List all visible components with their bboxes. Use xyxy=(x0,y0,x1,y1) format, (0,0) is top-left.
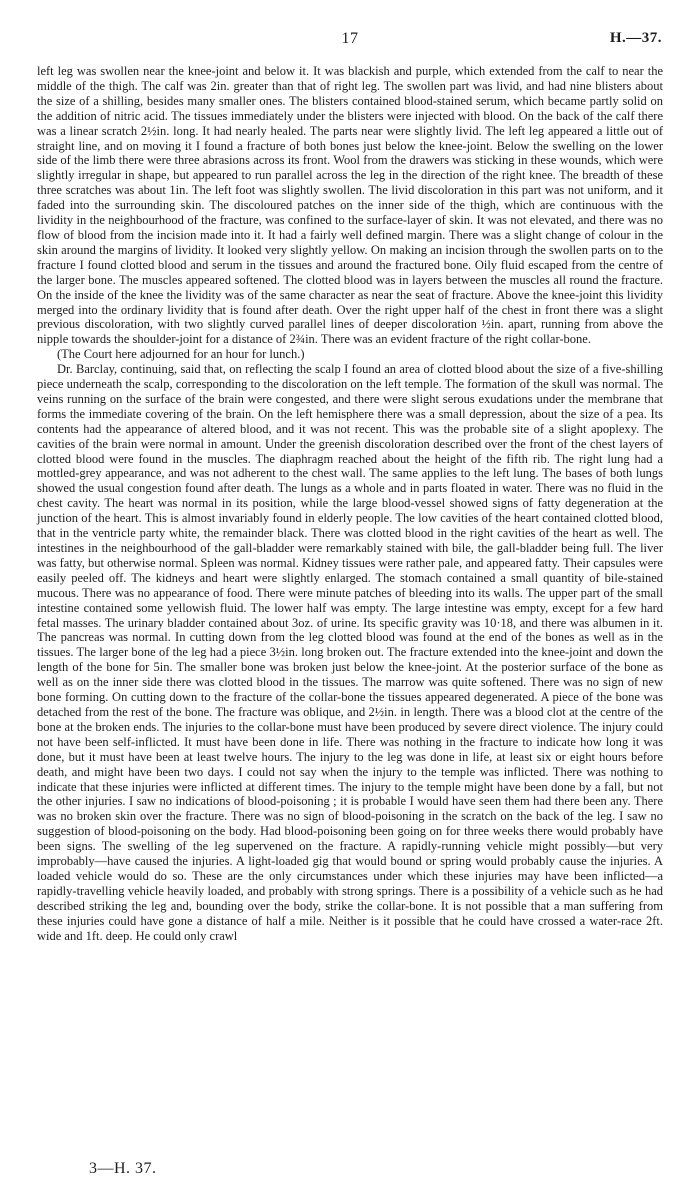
body-text xyxy=(37,64,663,943)
paragraph-dr-barclay-continuing: Dr. Barclay, continuing, said that, on reflecting the scalp I found an area of clotted blood about the size of a five-shilling piece underneath the scalp, corresponding to the discoloration on the left temple. The formation of the skull was normal. The veins running on the surface of the brain were congested, and there were slight serous exudations under the membrane that forms the immediate covering of the brain. On the left hemisphere there was a small depression, about the size of a pea. Its contents had the appearance of altered blood, and it was not recent. This was the probable site of a slight apoplexy. The cavities of the brain were normal in amount. Under the greenish discoloration described over the front of the chest layers of clotted blood were found in the muscles. The diaphragm reached about the height of the fifth rib. The right lung had a mottled-grey appearance, and was not adherent to the chest wall. The same applies to the left lung. The bases of both lungs showed the usual congestion found after death. The lungs as a whole and in parts floated in water. There was no fluid in the chest cavity. The heart was normal in its position, while the large blood-vessel showed signs of fatty degeneration at the junction of the heart. This is almost invariably found in elderly people. The low cavities of the heart contained clotted blood, that in the ventricle party white, the remainder black. There was clotted blood in the right cavities of the heart as well. The intestines in the neighbourhood of the gall-bladder were remarkably stained with bile, the gall-bladder being full. The liver was fatty, but otherwise normal. Spleen was normal. Kidney tissues were rather pale, and appeared fatty. Their capsules were easily peeled off. The kidneys and heart were slightly enlarged. The stomach contained a small quantity of bile-stained mucous. There was no appearance of food. There were minute patches of bleeding into its walls. The upper part of the small intestine contained some yellowish fluid. The lower half was empty. The large intestine was empty, except for a few hard fetal masses. The urinary bladder contained about 3oz. of urine. Its specific gravity was 10·18, and there was albumen in it. The pancreas was normal. In cutting down from the leg clotted blood was found at the end of the bones as well as in the tissues. The larger bone of the leg had a piece 3½in. long broken out. The fracture extended into the knee-joint and down the length of the bone for 5in. The smaller bone was broken just below the knee-joint. At the posterior surface of the bone as well as on the inner side there was clotted blood in the tissues. The marrow was quite softened. There was no sign of new bone forming. On cutting down to the fracture of the collar-bone the tissues appeared degenerated. A piece of the bone was detached from the rest of the bone. The fracture was oblique, and 2½in. in length. There was a blood clot at the centre of the bone at the broken ends. The injuries to the collar-bone must have been produced by severe direct violence. The injury could not have been self-inflicted. It must have been done in life. There was nothing in the fracture to indicate how long it was done, but it must have been at least twelve hours. The injury to the leg was done in life, at least six or eight hours before death, and might have been two days. I could not say when the injury to the temple was inflicted. There was nothing to indicate that these injuries were inflicted at different times. The injury to the temple might have been done by a fall, but not the other injuries. I saw no indications of blood-poisoning ; it is probable I would have seen them had there been any. There was no broken skin over the fracture. There was no sign of blood-poisoning in the scratch on the back of the leg. I saw no suggestion of blood-poisoning on the body. Had blood-poisoning been going on for three weeks there would probably have been signs. The swelling of the leg supervened on the fracture. A rapidly-running vehicle might possibly—but very improbably—have caused the injuries. A light-loaded gig that would bound or spring would probably cause the injuries. A loaded vehicle would do so. These are the only circumstances under which these injuries may have been inflicted—a rapidly-travelling vehicle heavily loaded, and probably with strong springs. There is a possibility of a vehicle such as he had described striking the leg and, bounding over the body, strike the collar-bone. It is not possible that a man suffering from these injuries could have gone a distance of half a mile. Neither is it possible that he could have crossed a water-race 2ft. wide and 1ft. deep. He could only crawl xyxy=(37,362,663,943)
document-reference: H.—37. xyxy=(609,30,662,46)
paragraph-court-adjourned: (The Court here adjourned for an hour for lunch.) xyxy=(57,347,305,362)
paragraph-continued-leg-examination: left leg was swollen near the knee-joint and below it. It was blackish and purple, which extended from the calf to near the middle of the thigh. The calf was 2in. greater than that of right leg. The swollen part was livid, and had nine blisters about the size of a shilling, besides many smaller ones. The blisters contained blood-stained serum, which became partly solid on the addition of nitric acid. The tissues immediately under the blisters were injected with blood. On the back of the calf there was a linear scratch 2½in. long. It had nearly healed. The parts near were slightly livid. The left leg appeared a little out of straight line, and on moving it I found a fracture of both bones just below the knee-joint. Below the swelling on the lower side of the limb there were three abrasions across its front. Wool from the drawers was sticking in these wounds, which were slightly irregular in shape, but appeared to run parallel across the leg in the direction of the right knee. The breadth of these three scratches was about 1in. The left foot was slightly swollen. The livid discoloration in this part was not uniform, and it faded into the surrounding skin. The discoloured patches on the inner side of the thigh, which are continuous with the lividity in the neighbourhood of the fracture, was confined to the surface-layer of skin. It was not elevated, and there was no flow of blood from the incision made into it. It had a fairly well defined margin. There was a slight change of colour in the skin around the margins of lividity. It looked very slightly yellow. On making an incision through the swollen parts on to the fracture I found clotted blood and serum in the tissues and around the fractured bone. Oily fluid escaped from the centre of the larger bone. The muscles appeared softened. The clotted blood was in layers between the muscles all round the fracture. On the inside of the knee the lividity was of the same character as near the seat of fracture. Above the knee-joint this lividity merged into the ordinary lividity that is found after death. Over the right upper half of the chest in front there was a slight previous discoloration, with two slightly curved parallel lines of deeper discoloration ½in. apart, running from above the nipple towards the shoulder-joint for a distance of 2¾in. There was an evident fracture of the right collar-bone. xyxy=(37,64,663,347)
signature-mark: 3—H. 37. xyxy=(89,1160,157,1177)
page-number: 17 xyxy=(341,30,359,47)
